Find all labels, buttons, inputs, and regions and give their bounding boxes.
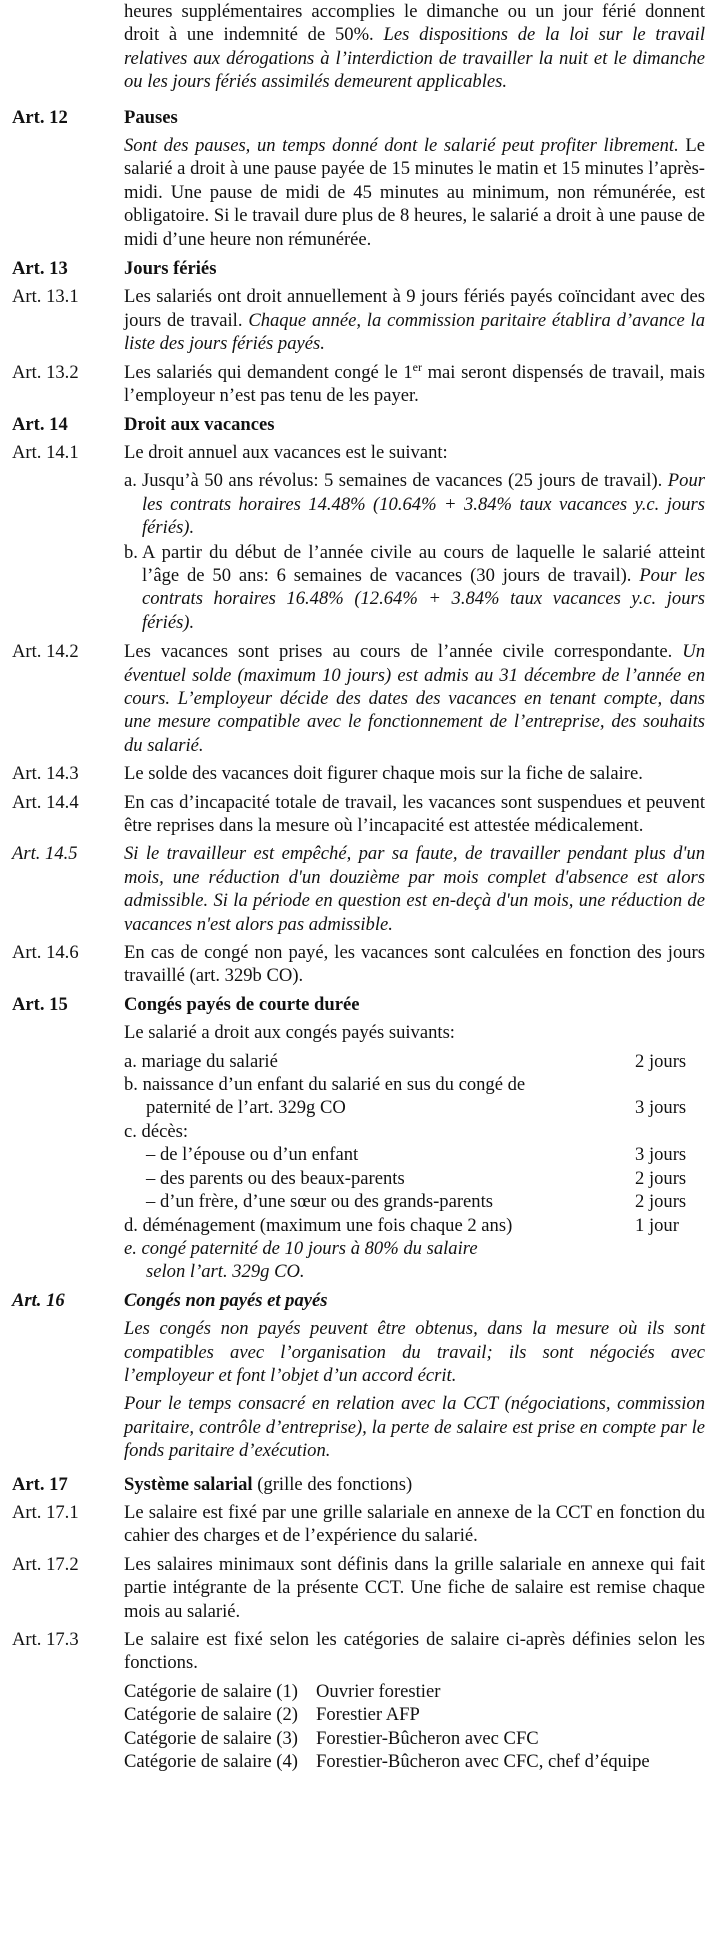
article-title: Jours fériés [124,258,217,280]
art-14-4 [12,791,705,838]
leave-item: selon l’art. 329g CO. [146,1261,305,1283]
article-number: Art. 13.1 [12,286,79,308]
art-13-2 [12,361,705,408]
article-number: Art. 16 [12,1289,65,1311]
article-paragraph: Le droit annuel aux vacances est le suivant: [124,441,448,463]
article-number: Art. 17.3 [12,1629,79,1650]
article-paragraph: Les salariés qui demandent congé le 1er mai seront dispensés de travail, mais l’employeur n’est pas tenu de les payer. [124,359,705,407]
article-paragraph: En cas de congé non payé, les vacances sont calculées en fonction des jours travaillé (art. 329b CO). [124,942,705,987]
salary-category-row: Catégorie de salaire (4) Forestier-Bûcheron avec CFC, chef d’équipe [124,1751,650,1773]
leave-item: – des parents ou des beaux-parents 2 jours [146,1167,687,1189]
article-number: Art. 14.4 [12,791,79,813]
art-14-3 [12,762,705,785]
art-14-2 [12,640,705,757]
article-number: Art. 14.2 [12,641,79,663]
article-number: Art. 15 [12,993,68,1015]
article-paragraph: Les salariés ont droit annuellement à 9 jours fériés payés coïncidant avec des jours de travail. Chaque année, la commission paritaire établira d’avance la liste des jours fériés payés. [124,286,705,355]
art-14-5 [12,842,705,936]
list-item: b. A partir du début de l’année civile au cours de laquelle le salarié atteint l’âge de 50 ans: 6 semaines de vacances (30 jours de travail). Pour les contrats horaires 16.48% (12.64% + 3.84% taux vacances y.c. jours fériés). [124,541,705,633]
salary-category-row: Catégorie de salaire (1) Ouvrier forestier [124,1680,441,1702]
salary-category-row: Catégorie de salaire (2) Forestier AFP [124,1704,420,1726]
leave-item: – de l’épouse ou d’un enfant 3 jours [146,1144,687,1166]
article-number: Art. 14.5 [12,843,78,865]
article-paragraph: Les salaires minimaux sont définis dans la grille salariale en annexe qui fait partie intégrante de la présente CCT. Une fiche de salaire est remise chaque mois au salarié. [124,1553,705,1622]
article-paragraph: Les vacances sont prises au cours de l’année civile correspondante. Un éventuel solde (maximum 10 jours) est admis au 31 décembre de l’année en cours. L’employeur décide des dates des vacances en tenant compte, dans une mesure compatible avec le fonctionnement de l’entreprise, des souhaits du salarié. [124,641,706,756]
article-number: Art. 14.6 [12,942,79,964]
leave-item: d. déménagement (maximum une fois chaque 2 ans) 1 jour [124,1214,679,1236]
intro-paragraph: heures supplémentaires accomplies le dimanche ou un jour férié donnent droit à une indemnité de 50%. Les dispositions de la loi sur le travail relatives aux dérogations à l’interdiction de travailler la nuit et le dimanche ou les jours fériés assimilés demeurent applicables. [124,1,705,93]
article-number: Art. 12 [12,106,68,128]
article-paragraph: Pour le temps consacré en relation avec la CCT (négociations, commission paritaire, contrôle d’entreprise), la perte de salaire est prise en compte par le fonds paritaire d’exécution. [124,1393,705,1462]
art-16-heading [12,1289,705,1312]
art-14-1 [12,441,705,635]
article-number: Art. 14.1 [12,441,79,463]
art-17-heading: Art. 17 Système salarial (grille des fonctions) [12,1473,413,1495]
article-number: Art. 13 [12,258,68,280]
article-paragraph: En cas d’incapacité totale de travail, les vacances sont suspendues et peuvent être reprises dans la mesure où l’incapacité est attestée médicalement. [124,791,705,836]
article-paragraph: Si le travailleur est empêché, par sa faute, de travailler pendant plus d'un mois, une réduction d'un douzième par mois complet d'absence est alors admissible. Si la période en question est en-deçà d'un mois, une réduction de vacances n'est alors pas admissible. [124,843,705,935]
article-paragraph: Sont des pauses, un temps donné dont le salarié peut profiter librement. Le salarié a droit à une pause payée de 15 minutes le matin et 15 minutes l’après-midi. Une pause de midi de 45 minutes au minimum, non rémunérée, est obligatoire. Si le travail dure plus de 8 heures, le salarié a droit à une pause de midi d’une heure non rémunérée. [124,135,705,250]
leave-item: – d’un frère, d’une sœur ou des grands-parents 2 jours [146,1191,687,1213]
art-14-heading [12,413,705,436]
leave-item: a. mariage du salarié 2 jours [124,1050,687,1072]
intro-row [12,0,705,94]
article-number: Art. 13.2 [12,361,79,383]
leave-item: paternité de l’art. 329g CO 3 jours [146,1097,687,1119]
article-title: Pauses [124,106,178,128]
art-13-heading [12,257,705,280]
art-15-heading [12,993,705,1016]
article-title: Congés non payés et payés [124,1289,328,1311]
art-12-heading [12,106,705,129]
article-paragraph: Le salaire est fixé selon les catégories de salaire ci-après définies selon les fonctions. [124,1629,705,1674]
document-page [12,0,705,1778]
article-paragraph: Le salarié a droit aux congés payés suivants: [124,1022,455,1044]
article-title: Droit aux vacances [124,413,275,435]
article-title: Congés payés de courte durée [124,993,360,1015]
list-item: a. Jusqu’à 50 ans révolus: 5 semaines de vacances (25 jours de travail). Pour les contrats horaires 14.48% (10.64% + 3.84% taux vacances y.c. jours fériés). [124,470,705,539]
article-paragraph: Les congés non payés peuvent être obtenus, dans la mesure où ils sont compatibles avec l’organisation du travail; ils sont négociés avec l’employeur et font l’objet d’un accord écrit. [124,1318,705,1386]
article-paragraph: Le salaire est fixé par une grille salariale en annexe de la CCT en fonction du cahier des charges et de l’expérience du salarié. [124,1501,705,1547]
article-title: Système salarial [124,1473,253,1495]
article-number: Art. 17.1 [12,1501,79,1523]
article-number: Art. 17 [12,1473,68,1495]
art-17-3 [12,1628,705,1773]
article-number: Art. 14.3 [12,763,79,785]
art-15-body [12,1021,705,1283]
leave-item: b. naissance d’un enfant du salarié en sus du congé de [124,1074,526,1096]
article-paragraph: Le solde des vacances doit figurer chaque mois sur la fiche de salaire. [124,763,643,785]
art-16-body [12,1317,705,1467]
leave-item: c. décès: [124,1120,189,1142]
leave-item: e. congé paternité de 10 jours à 80% du salaire [124,1237,478,1259]
article-number: Art. 14 [12,413,68,435]
art-14-6 [12,941,705,988]
art-13-1 [12,285,705,355]
salary-category-row: Catégorie de salaire (3) Forestier-Bûcheron avec CFC [124,1727,539,1749]
art-12-body [12,134,705,251]
art-17-2 [12,1553,705,1623]
art-17-1 [12,1501,705,1548]
article-number: Art. 17.2 [12,1553,79,1575]
